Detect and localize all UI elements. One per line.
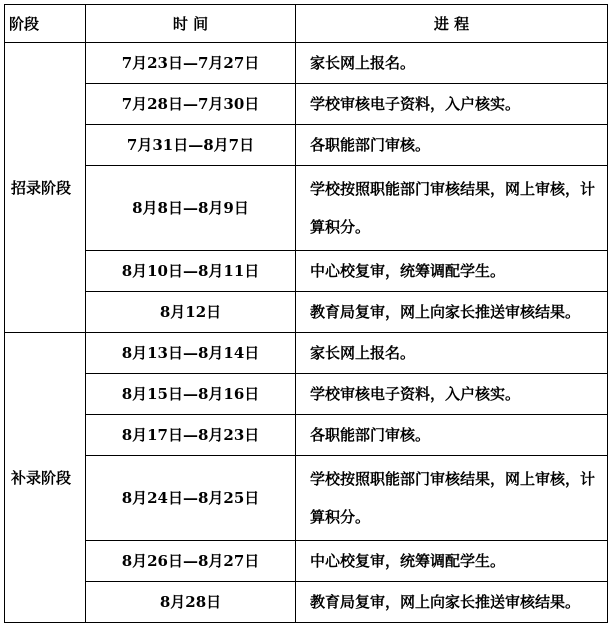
progress-cell: 中心校复审，统筹调配学生。 (296, 541, 608, 582)
progress-cell: 教育局复审，网上向家长推送审核结果。 (296, 292, 608, 333)
progress-cell: 教育局复审，网上向家长推送审核结果。 (296, 582, 608, 623)
progress-cell: 家长网上报名。 (296, 43, 608, 84)
time-cell: 8月8日—8月9日 (86, 166, 296, 251)
header-row (5, 5, 608, 43)
table-row (5, 541, 608, 582)
header-stage: 阶段 (5, 5, 86, 43)
time-cell: 8月15日—8月16日 (86, 374, 296, 415)
progress-cell: 学校审核电子资料，入户核实。 (296, 374, 608, 415)
time-cell: 8月24日—8月25日 (86, 456, 296, 541)
table-row (5, 582, 608, 623)
progress-cell: 学校审核电子资料，入户核实。 (296, 84, 608, 125)
header-time: 时 间 (86, 5, 296, 43)
time-cell: 8月26日—8月27日 (86, 541, 296, 582)
time-cell: 8月13日—8月14日 (86, 333, 296, 374)
table-row (5, 374, 608, 415)
progress-cell: 学校按照职能部门审核结果，网上审核，计算积分。 (296, 456, 608, 541)
time-cell: 7月28日—7月30日 (86, 84, 296, 125)
time-cell: 8月10日—8月11日 (86, 251, 296, 292)
time-cell: 7月31日—8月7日 (86, 125, 296, 166)
table-row (5, 333, 608, 374)
time-cell: 8月28日 (86, 582, 296, 623)
stage-cell: 招录阶段 (5, 43, 86, 333)
progress-cell: 家长网上报名。 (296, 333, 608, 374)
table-row (5, 125, 608, 166)
table-row (5, 456, 608, 541)
progress-cell: 各职能部门审核。 (296, 415, 608, 456)
progress-cell: 中心校复审，统筹调配学生。 (296, 251, 608, 292)
header-progress: 进 程 (296, 5, 608, 43)
table-row (5, 251, 608, 292)
progress-cell: 学校按照职能部门审核结果，网上审核，计算积分。 (296, 166, 608, 251)
table-row (5, 43, 608, 84)
table-row (5, 292, 608, 333)
progress-cell: 各职能部门审核。 (296, 125, 608, 166)
time-cell: 8月17日—8月23日 (86, 415, 296, 456)
time-cell: 7月23日—7月27日 (86, 43, 296, 84)
table-row (5, 166, 608, 251)
table-row (5, 415, 608, 456)
stage-cell: 补录阶段 (5, 333, 86, 623)
time-cell: 8月12日 (86, 292, 296, 333)
table-row (5, 84, 608, 125)
schedule-table (4, 4, 608, 623)
